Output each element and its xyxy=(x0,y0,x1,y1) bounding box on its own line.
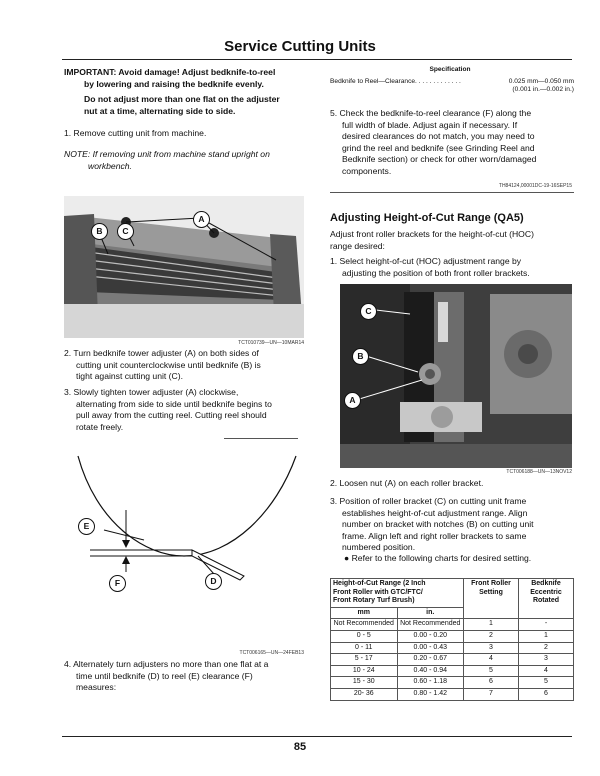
roller-bracket-photo xyxy=(340,284,572,468)
cell-in: 0.00 - 0.20 xyxy=(397,630,464,642)
table-row xyxy=(331,677,574,689)
step-line: establishes height-of-cut adjustment range. Align xyxy=(342,507,528,518)
cell-mm: 0 - 5 xyxy=(331,630,398,642)
step-line: rotate freely. xyxy=(76,421,124,432)
step-line: grind the reel and bedknife (see Grinding Reel and xyxy=(342,142,535,153)
photo-1-caption: TCT010739—UN—10MAR14 xyxy=(238,340,304,346)
step-line: 4. Alternately turn adjusters no more than one flat at a xyxy=(64,659,269,669)
cell-mm: 0 - 11 xyxy=(331,642,398,654)
important-line: nut at a time, alternating side to side. xyxy=(84,105,236,116)
hoc-step-2: 2. Loosen nut (A) on each roller bracket. xyxy=(330,478,484,488)
bullet-item xyxy=(344,553,576,565)
header-line: Rotated xyxy=(532,597,560,605)
note-line: NOTE: If removing unit from machine stand upright on xyxy=(64,149,270,159)
cell-in: 0.00 - 0.43 xyxy=(397,642,464,654)
step-line: 3. Position of roller bracket (C) on cutting unit frame xyxy=(330,496,527,506)
cell-in: 0.80 - 1.42 xyxy=(397,688,464,700)
step-4 xyxy=(64,659,314,694)
important-line: IMPORTANT: Avoid damage! Adjust bedknife-to-reel xyxy=(64,67,276,77)
step-line: pull away from the cutting reel. Cutting reel should xyxy=(76,410,267,421)
cell-bedknife: 1 xyxy=(519,630,574,642)
bullet-icon: ● xyxy=(344,553,350,563)
header-line: Front Roller xyxy=(471,580,511,587)
step-line: components. xyxy=(342,165,392,176)
important-line: Do not adjust more than one flat on the adjuster xyxy=(84,94,280,105)
bullet-text: Refer to the following charts for desired setting. xyxy=(351,553,532,563)
header-hoc-range xyxy=(331,579,464,608)
step-line: time until bedknife (D) to reel (E) clearance (F) xyxy=(76,670,253,681)
header-in: in. xyxy=(397,607,464,619)
table-row xyxy=(331,665,574,677)
hoc-step-3 xyxy=(330,496,576,554)
cell-roller: 5 xyxy=(464,665,519,677)
photo-2-caption: TCT006188—UN—13NOV12 xyxy=(506,469,572,475)
callout-d: D xyxy=(205,573,222,590)
callout-leaders xyxy=(64,196,304,338)
cell-in: 0.40 - 0.94 xyxy=(397,665,464,677)
header-line: Setting xyxy=(479,588,503,596)
header-line: Eccentric xyxy=(530,588,562,596)
step-line: number on bracket with notches (B) on cutting unit xyxy=(342,519,534,530)
clearance-diagram xyxy=(64,452,304,650)
callout-f: F xyxy=(109,575,126,592)
cell-bedknife: 6 xyxy=(519,688,574,700)
note xyxy=(64,149,314,172)
header-roller-setting xyxy=(464,579,519,619)
important-line: by lowering and raising the bedknife evenly. xyxy=(84,78,264,89)
intro-line: range desired: xyxy=(330,240,385,251)
cell-roller: 4 xyxy=(464,654,519,666)
step-line: adjusting the position of both front roller brackets. xyxy=(342,267,530,278)
step-2 xyxy=(64,348,314,383)
table-row xyxy=(331,630,574,642)
page-number: 85 xyxy=(293,741,307,753)
section-heading: Adjusting Height-of-Cut Range (QA5) xyxy=(330,212,524,224)
cell-roller: 7 xyxy=(464,688,519,700)
diagram-caption: TCT006165—UN—24FEB13 xyxy=(239,650,304,656)
table-row xyxy=(331,619,574,631)
intro-line: Adjust front roller brackets for the height-of-cut (HOC) xyxy=(330,229,534,239)
cell-mm: 5 - 17 xyxy=(331,654,398,666)
spec-label: Bedknife to Reel—Clearance. . . . . . . . . . . . . xyxy=(330,78,461,85)
step-line: full width of blade. Adjust again if necessary. If xyxy=(342,119,518,130)
table-row xyxy=(331,654,574,666)
callout-b: B xyxy=(91,223,108,240)
cell-in: 0.20 - 0.67 xyxy=(397,654,464,666)
step-line: Bedknife section) or check for other worn/damaged xyxy=(342,154,537,165)
header-line: Front Roller with GTC/FTC/ xyxy=(333,588,423,596)
cell-in: Not Recommended xyxy=(397,619,464,631)
step-3 xyxy=(64,387,314,433)
step-line: numbered position. xyxy=(342,542,416,553)
cell-mm: 15 - 30 xyxy=(331,677,398,689)
callout-e: E xyxy=(78,518,95,535)
footer-rule xyxy=(62,736,572,737)
spec-heading: Specification xyxy=(429,66,471,73)
cell-roller: 6 xyxy=(464,677,519,689)
spec-value-imperial: (0.001 in.—0.002 in.) xyxy=(512,86,574,93)
cell-in: 0.60 - 1.18 xyxy=(397,677,464,689)
header-line: Height-of-Cut Range (2 Inch xyxy=(333,580,426,587)
cell-roller: 3 xyxy=(464,642,519,654)
reference-id: TH84124,00001DC-19-16SEP15 xyxy=(498,183,572,189)
divider xyxy=(224,438,298,439)
callout-a: A xyxy=(344,392,361,409)
step-1: 1. Remove cutting unit from machine. xyxy=(64,128,207,138)
cell-mm: 10 - 24 xyxy=(331,665,398,677)
header-line: Front Rotary Turf Brush) xyxy=(333,597,415,605)
cell-bedknife: - xyxy=(519,619,574,631)
cell-bedknife: 5 xyxy=(519,677,574,689)
note-line: workbench. xyxy=(88,160,132,171)
callout-c: C xyxy=(117,223,134,240)
cutting-unit-photo xyxy=(64,196,304,338)
step-line: 2. Turn bedknife tower adjuster (A) on both sides of xyxy=(64,348,259,358)
cell-mm: 20- 36 xyxy=(331,688,398,700)
step-line: 5. Check the bedknife-to-reel clearance (F) along the xyxy=(330,108,532,118)
step-line: frame. Align left and right roller brackets to same xyxy=(342,530,527,541)
section-intro xyxy=(330,229,576,252)
cell-roller: 2 xyxy=(464,630,519,642)
page-title: Service Cutting Units xyxy=(224,38,376,55)
cell-roller: 1 xyxy=(464,619,519,631)
step-line: tight against cutting unit (C). xyxy=(76,371,183,382)
title-rule xyxy=(62,59,572,60)
spec-value-metric: 0.025 mm—0.050 mm xyxy=(508,78,574,85)
callout-a: A xyxy=(193,211,210,228)
table-header-row xyxy=(331,579,574,608)
step-line: cutting unit counterclockwise until bedknife (B) is xyxy=(76,359,261,370)
table-row xyxy=(331,642,574,654)
header-mm: mm xyxy=(331,607,398,619)
header-line: Bedknife xyxy=(531,580,561,587)
callout-b: B xyxy=(352,348,369,365)
hoc-table xyxy=(330,578,574,701)
table-row xyxy=(331,688,574,700)
cell-bedknife: 2 xyxy=(519,642,574,654)
cell-bedknife: 4 xyxy=(519,665,574,677)
step-line: alternating from side to side until bedknife begins to xyxy=(76,398,272,409)
cell-mm: Not Recommended xyxy=(331,619,398,631)
step-line: 1. Select height-of-cut (HOC) adjustment range by xyxy=(330,256,522,266)
step-line: 3. Slowly tighten tower adjuster (A) clockwise, xyxy=(64,387,239,397)
section-rule xyxy=(330,192,574,193)
cell-bedknife: 3 xyxy=(519,654,574,666)
header-bedknife-rotated xyxy=(519,579,574,619)
hoc-step-1 xyxy=(330,256,576,279)
step-line: desired clearances do not match, you may need to xyxy=(342,131,535,142)
step-line: measures: xyxy=(76,682,117,693)
step-5 xyxy=(330,108,576,178)
callout-c: C xyxy=(360,303,377,320)
important-notice xyxy=(64,67,314,117)
